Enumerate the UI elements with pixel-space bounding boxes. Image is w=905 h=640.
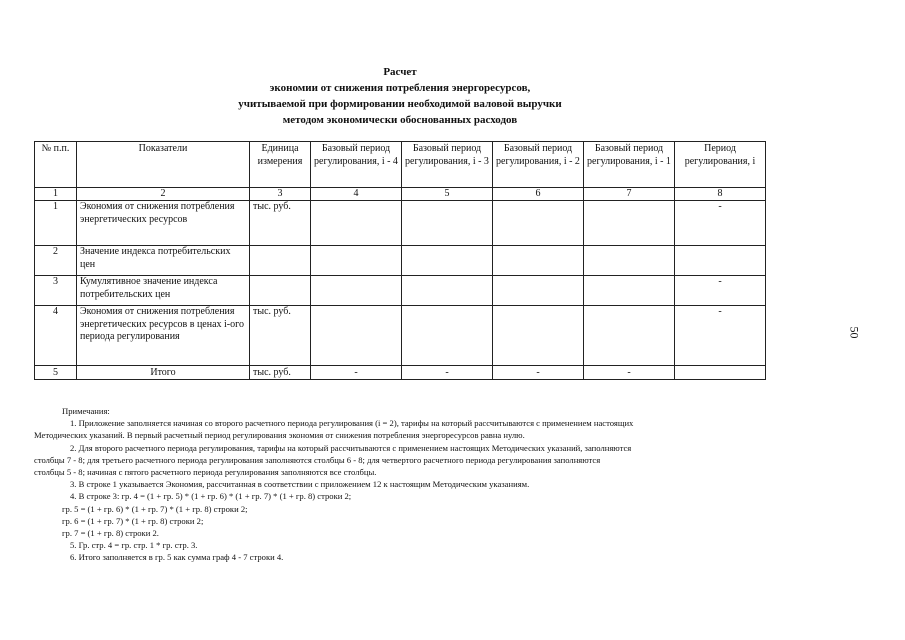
row-number: 3: [35, 276, 77, 306]
note-4-line-2: гр. 5 = (1 + гр. 6) * (1 + гр. 7) * (1 + гр. 8) строки 2;: [62, 503, 248, 514]
row-value: [584, 276, 675, 306]
row-value: [402, 246, 493, 276]
note-4-line-4: гр. 7 = (1 + гр. 8) строки 2.: [62, 528, 159, 539]
note-6: 6. Итого заполняется в гр. 5 как сумма граф 4 - 7 строки 4.: [70, 552, 284, 563]
column-number: 6: [493, 188, 584, 201]
column-number: 2: [77, 188, 250, 201]
row-value: -: [675, 306, 766, 366]
row-unit: тыс. руб.: [250, 306, 311, 366]
row-indicator: Кумулятивное значение индекса потребительских цен: [77, 276, 250, 306]
header-cell: Базовый период регулирования, i - 3: [402, 142, 493, 188]
column-number: 5: [402, 188, 493, 201]
note-2-line-3: столбцы 5 - 8; начиная с пятого расчетного периода регулирования заполняются все столбцы.: [34, 467, 377, 478]
row-value: [311, 246, 402, 276]
row-unit: тыс. руб.: [250, 201, 311, 246]
column-number: 4: [311, 188, 402, 201]
header-cell: Единица измерения: [250, 142, 311, 188]
calculation-table: [34, 141, 766, 380]
header-cell: № п.п.: [35, 142, 77, 188]
row-value: [584, 306, 675, 366]
page-number: 50: [847, 326, 862, 339]
row-value: -: [402, 366, 493, 380]
table-row: [35, 246, 766, 276]
row-indicator: Итого: [77, 366, 250, 380]
notes-heading: Примечания:: [62, 406, 110, 416]
title-line-3: учитываемой при формировании необходимой валовой выручки: [238, 98, 562, 110]
row-value: [493, 306, 584, 366]
row-value: [402, 201, 493, 246]
note-2-line-1: 2. Для второго расчетного периода регулирования, тарифы на который рассчитываются с применением настоящих Методических указаний, заполняются: [70, 442, 632, 453]
row-value: -: [311, 366, 402, 380]
title-line-2: экономии от снижения потребления энергоресурсов,: [269, 82, 531, 94]
table-row-total: [35, 366, 766, 380]
column-number: 7: [584, 188, 675, 201]
header-cell: Базовый период регулирования, i - 1: [584, 142, 675, 188]
column-number: 1: [35, 188, 77, 201]
notes-section: [34, 405, 772, 564]
row-indicator: Экономия от снижения потребления энергетических ресурсов в ценах i-ого периода регулирования: [77, 306, 250, 366]
row-value: -: [675, 201, 766, 246]
header-cell: Период регулирования, i: [675, 142, 766, 188]
row-value: [675, 366, 766, 380]
note-1-line-1: 1. Приложение заполняется начиная со второго расчетного периода регулирования (i = 2), тарифы на который рассчитываются с применением настоящих: [70, 418, 634, 429]
row-value: [675, 246, 766, 276]
row-value: [584, 246, 675, 276]
note-1-line-2: Методических указаний. В первый расчетный период регулирования экономия от снижения потребления энергоресурсов равна нулю.: [34, 430, 525, 441]
row-unit: [250, 276, 311, 306]
row-unit: [250, 246, 311, 276]
table-row: [35, 306, 766, 366]
column-number-row: [35, 188, 766, 201]
row-value: [584, 201, 675, 246]
title-line-4: методом экономически обоснованных расходов: [282, 114, 518, 126]
row-unit: тыс. руб.: [250, 366, 311, 380]
row-value: [311, 306, 402, 366]
column-number: 8: [675, 188, 766, 201]
row-value: [402, 276, 493, 306]
row-value: [493, 201, 584, 246]
note-4-line-3: гр. 6 = (1 + гр. 7) * (1 + гр. 8) строки 2;: [62, 515, 204, 526]
note-4: 4. В строке 3: гр. 4 = (1 + гр. 5) * (1 + гр. 6) * (1 + гр. 7) * (1 + гр. 8) строки 2;: [70, 491, 352, 502]
table-header-row: [35, 142, 766, 188]
row-value: -: [493, 366, 584, 380]
row-value: [311, 276, 402, 306]
row-value: -: [675, 276, 766, 306]
title-line-1: Расчет: [383, 66, 417, 78]
row-number: 4: [35, 306, 77, 366]
note-3: 3. В строке 1 указывается Экономия, рассчитанная в соответствии с приложением 12 к настоящим Методическим указаниям.: [70, 479, 530, 490]
header-cell: Базовый период регулирования, i - 4: [311, 142, 402, 188]
row-value: [493, 276, 584, 306]
note-2-line-2: столбцы 7 - 8; для третьего расчетного периода регулирования заполняются столбцы 6 - 8; для четвертого расчетного периода регулирования заполняются: [34, 454, 601, 465]
row-value: [402, 306, 493, 366]
row-value: [493, 246, 584, 276]
row-value: [311, 201, 402, 246]
header-cell: Базовый период регулирования, i - 2: [493, 142, 584, 188]
row-number: 1: [35, 201, 77, 246]
column-number: 3: [250, 188, 311, 201]
header-cell: Показатели: [77, 142, 250, 188]
row-value: -: [584, 366, 675, 380]
row-number: 5: [35, 366, 77, 380]
row-number: 2: [35, 246, 77, 276]
row-indicator: Экономия от снижения потребления энергетических ресурсов: [77, 201, 250, 246]
table-row: [35, 201, 766, 246]
table-row: [35, 276, 766, 306]
note-5: 5. Гр. стр. 4 = гр. стр. 1 * гр. стр. 3.: [70, 540, 198, 551]
row-indicator: Значение индекса потребительских цен: [77, 246, 250, 276]
document-title: [150, 64, 650, 128]
